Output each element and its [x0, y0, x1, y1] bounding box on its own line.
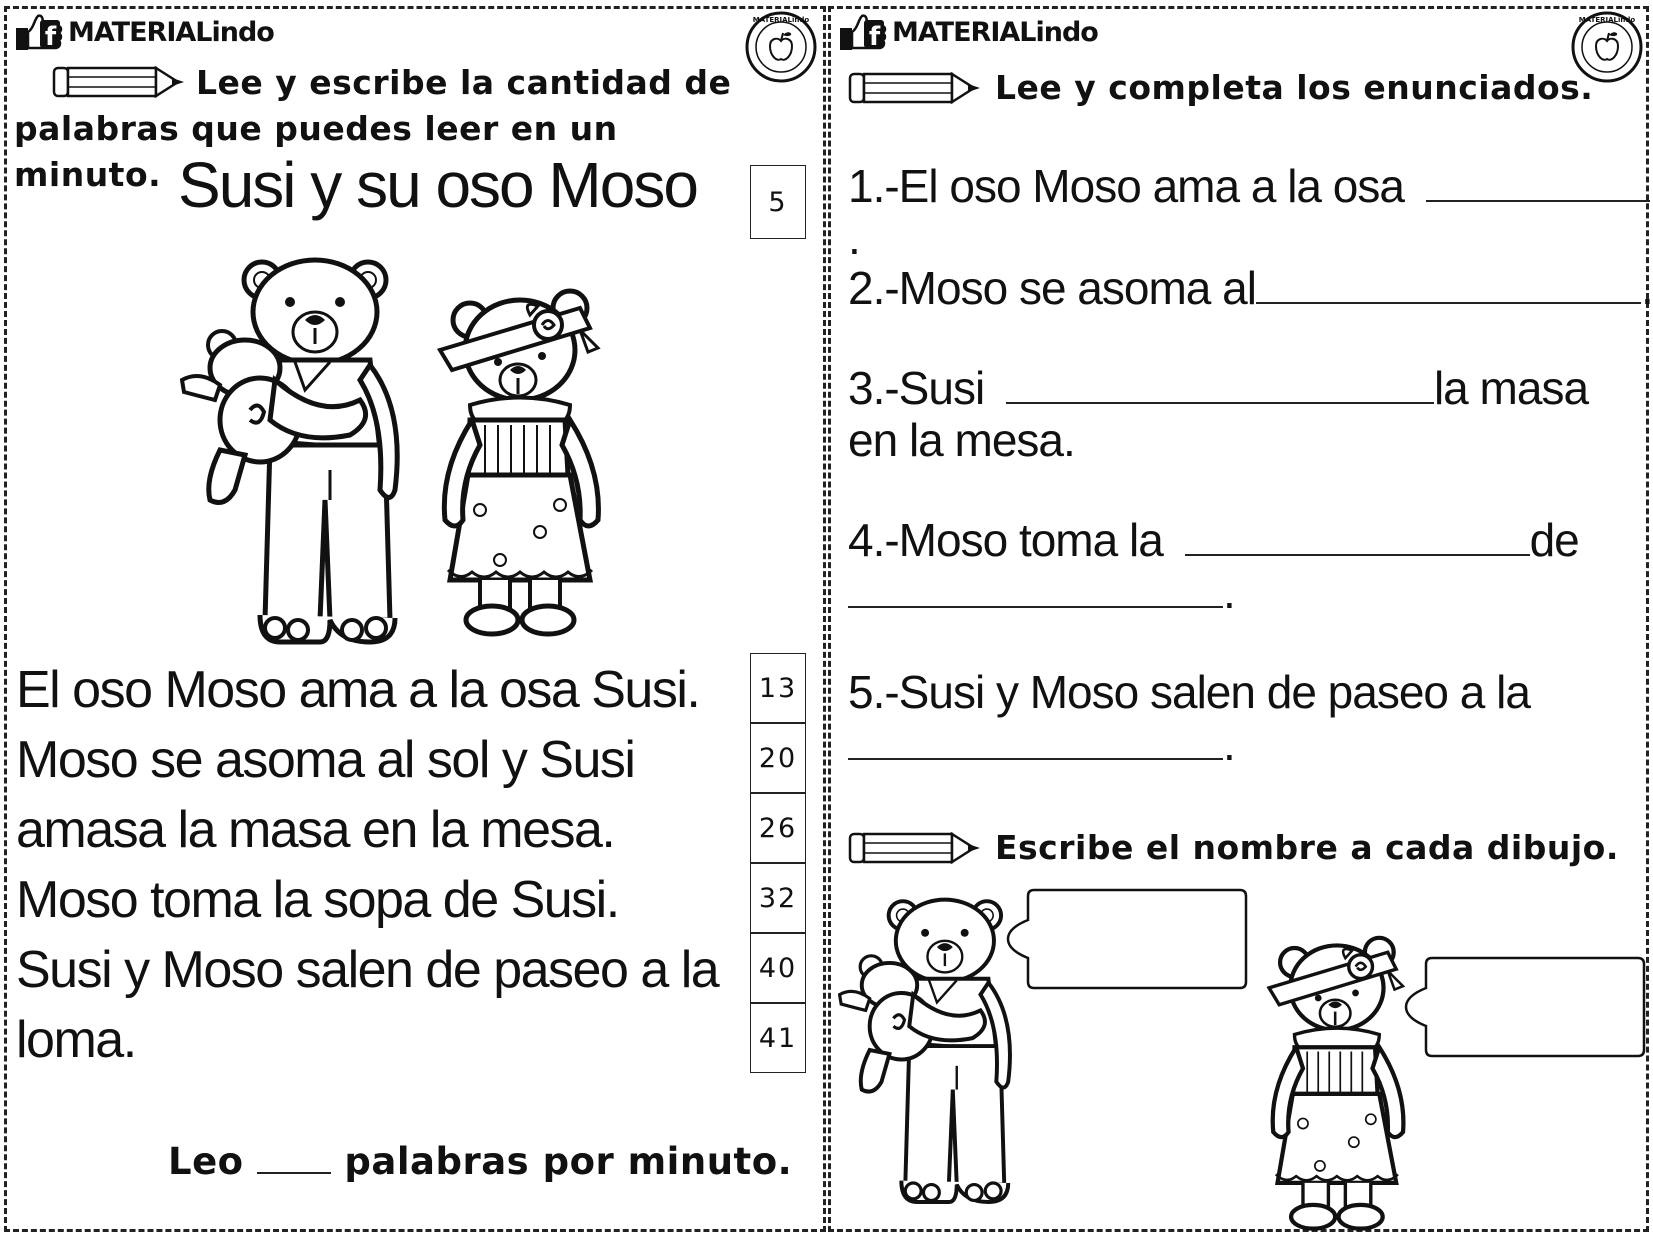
- right-instruction: Lee y completa los enunciados.: [995, 68, 1594, 107]
- pencil-icon: [848, 826, 983, 870]
- question-4: [848, 514, 1579, 566]
- answer-blank[interactable]: [848, 724, 1223, 760]
- answer-blank[interactable]: [257, 1142, 331, 1174]
- question-1-text: 1.-El oso Moso ama a la osa: [848, 160, 1404, 212]
- question-4-line2: [848, 566, 1235, 618]
- girl-bear-illustration: [430, 270, 615, 645]
- facebook-icon: [14, 12, 64, 52]
- story-line: loma.: [16, 1011, 136, 1069]
- left-instruction: Lee y escribe la cantidad de palabras que puedes leer en un minuto.: [14, 63, 732, 194]
- story-line: Moso toma la sopa de Susi.: [16, 871, 619, 929]
- word-count-box: 20: [750, 723, 806, 793]
- brand-logo: [14, 10, 274, 54]
- answer-blank[interactable]: [1256, 268, 1641, 304]
- brand-text: MATERIALindo: [68, 16, 274, 48]
- period: .: [1640, 262, 1653, 314]
- pencil-icon: [848, 66, 983, 110]
- words-per-minute-footer: [168, 1140, 792, 1183]
- footer-label-start: Leo: [168, 1140, 244, 1183]
- name-tag-box[interactable]: [1004, 886, 1252, 994]
- boy-bear-illustration: [838, 885, 1028, 1215]
- boy-bear-illustration: [180, 250, 420, 650]
- question-3-text-after: la masa: [1433, 362, 1589, 414]
- question-3: [848, 362, 1588, 414]
- question-2: [848, 262, 1653, 314]
- period: .: [848, 212, 860, 264]
- answer-blank[interactable]: [1185, 520, 1530, 556]
- question-1: [848, 160, 1653, 264]
- answer-blank[interactable]: [848, 572, 1223, 608]
- right-instruction-2: Escribe el nombre a cada dibujo.: [995, 828, 1619, 867]
- question-5: 5.-Susi y Moso salen de paseo a la: [848, 666, 1530, 718]
- story-line: El oso Moso ama a la osa Susi.: [16, 661, 700, 719]
- story-line: amasa la masa en la mesa.: [16, 801, 615, 859]
- story-line: Moso se asoma al sol y Susi: [16, 731, 635, 789]
- word-count-box: 26: [750, 793, 806, 863]
- question-2-text: 2.-Moso se asoma al: [848, 262, 1256, 314]
- word-count-box: 32: [750, 863, 806, 933]
- answer-blank[interactable]: [1426, 166, 1650, 202]
- period: .: [1223, 566, 1235, 618]
- word-count-box: 40: [750, 933, 806, 1003]
- facebook-icon: [838, 12, 888, 52]
- story-line: Susi y Moso salen de paseo a la: [16, 941, 719, 999]
- brand-text: MATERIALindo: [892, 16, 1098, 48]
- question-3-text: 3.-Susi: [848, 362, 985, 414]
- apple-seal-icon: [744, 10, 818, 84]
- name-tag-box[interactable]: [1402, 954, 1650, 1062]
- question-5-line2: [848, 718, 1235, 770]
- title-word-count: 5: [750, 165, 806, 239]
- girl-bear-illustration: [1260, 920, 1418, 1238]
- word-count-box: 41: [750, 1003, 806, 1073]
- question-4-text-after: de: [1529, 514, 1579, 566]
- question-4-text: 4.-Moso toma la: [848, 514, 1163, 566]
- question-3-line2: en la mesa.: [848, 414, 1075, 466]
- word-count-box: 13: [750, 653, 806, 723]
- footer-label-end: palabras por minuto.: [344, 1140, 793, 1183]
- period: .: [1223, 718, 1235, 770]
- brand-logo: [838, 10, 1098, 54]
- answer-blank[interactable]: [1006, 368, 1434, 404]
- story-title: Susi y su oso Moso: [178, 149, 697, 221]
